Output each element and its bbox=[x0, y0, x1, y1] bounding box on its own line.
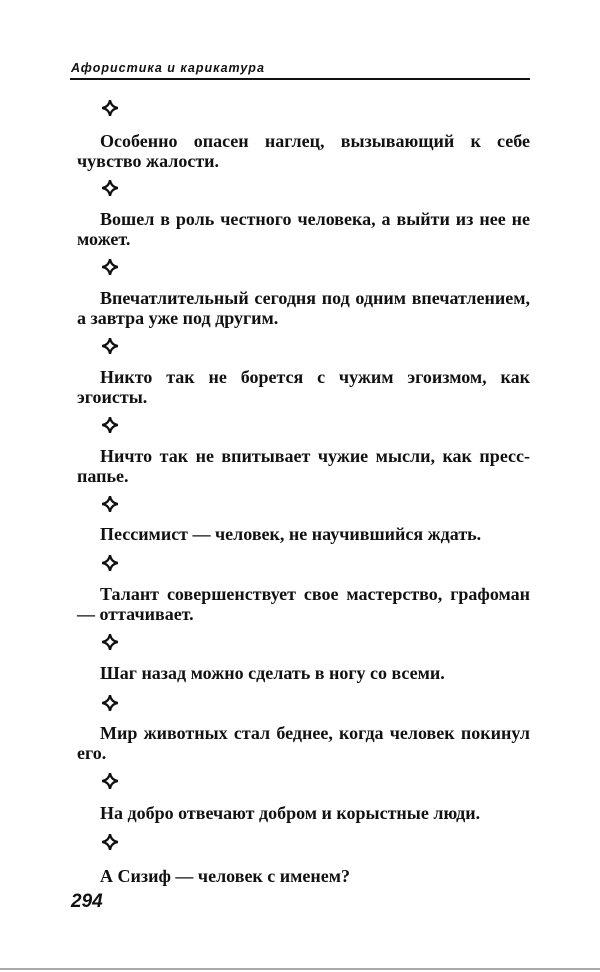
aphorism-text: А Сизиф — человек с именем? bbox=[100, 866, 351, 886]
four-point-star-icon bbox=[102, 100, 118, 116]
aphorism-text: Талант совершенствует свое мастерство, графоман — оттачивает. bbox=[77, 584, 530, 624]
aphorism-text: Никто так не борется с чужим эгоизмом, как эгоисты. bbox=[77, 367, 530, 407]
aphorism-text: Шаг назад можно сделать в ногу со всеми. bbox=[100, 663, 445, 683]
header-rule bbox=[70, 78, 530, 80]
aphorism-text: Впечатлительный сегодня под одним впечатлением, а завтра уже под другим. bbox=[77, 288, 530, 328]
four-point-star-icon bbox=[102, 834, 118, 850]
page-number: 294 bbox=[71, 891, 103, 912]
four-point-star-icon bbox=[102, 417, 118, 433]
four-point-star-icon bbox=[102, 773, 118, 789]
four-point-star-icon bbox=[102, 259, 118, 275]
aphorism-text: Пессимист — человек, не научившийся ждать. bbox=[100, 524, 482, 544]
aphorism-text: Особенно опасен наглец, вызывающий к себе чувство жалости. bbox=[77, 131, 530, 171]
four-point-star-icon bbox=[102, 555, 118, 571]
aphorism-text: На добро отвечают добром и корыстные люди. bbox=[100, 803, 481, 823]
four-point-star-icon bbox=[102, 338, 118, 354]
aphorism-text: Вошел в роль честного человека, а выйти из нее не может. bbox=[77, 209, 530, 249]
four-point-star-icon bbox=[102, 180, 118, 196]
running-header: Афористика и карикатура bbox=[71, 61, 265, 75]
four-point-star-icon bbox=[102, 695, 118, 711]
page-bottom-edge bbox=[0, 968, 600, 970]
aphorism-text: Ничто так не впитывает чужие мысли, как пресс-папье. bbox=[77, 446, 530, 486]
aphorism-text: Мир животных стал беднее, когда человек покинул его. bbox=[77, 723, 530, 763]
four-point-star-icon bbox=[102, 496, 118, 512]
four-point-star-icon bbox=[102, 634, 118, 650]
